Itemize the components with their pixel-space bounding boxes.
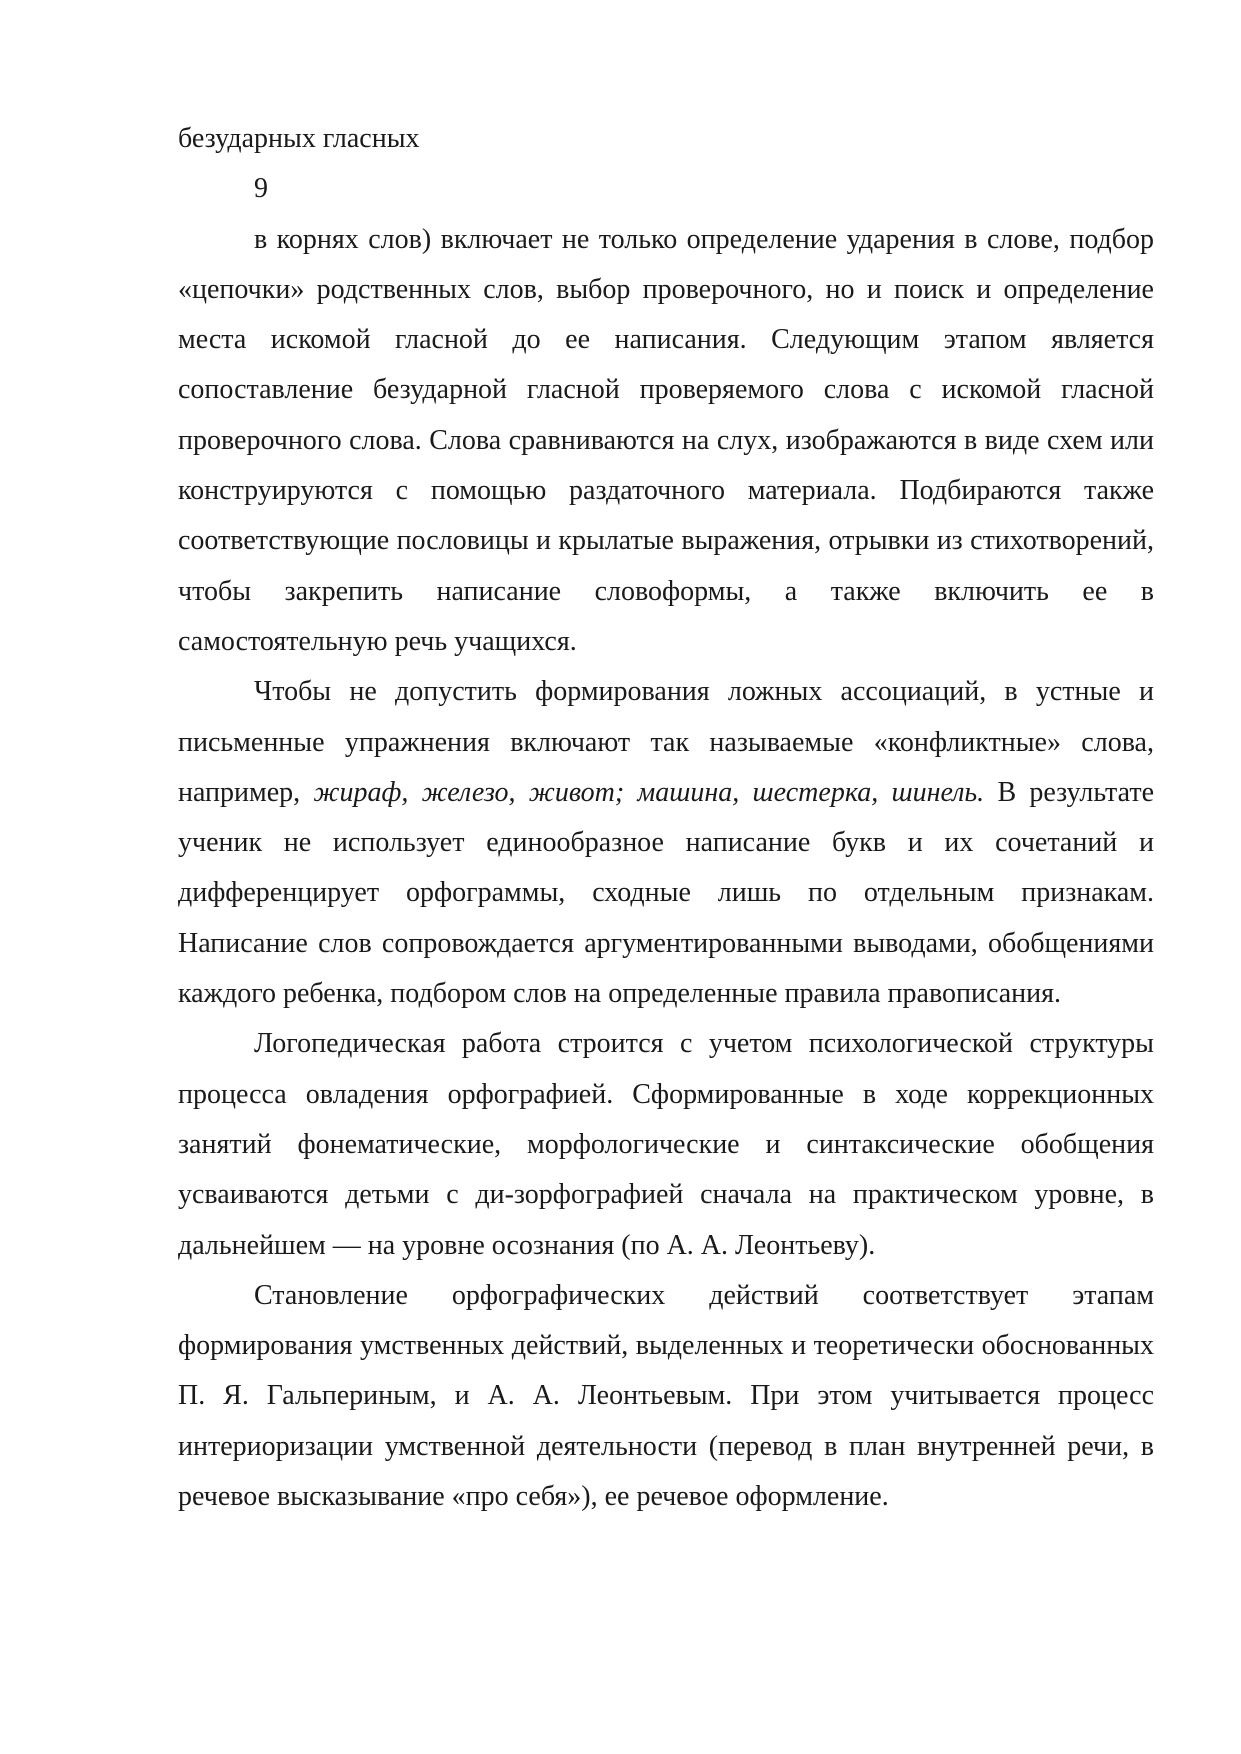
paragraph-text: В результате ученик не использует единообразное написание букв и их сочетаний и дифференцирует орфограммы, сходные лишь по отдельным признакам. Написание слов сопровождается аргументированными выводами, обобщениями каждого ребенка, подбором слов на определенные правила правописания. xyxy=(178,776,1154,1010)
page-number: 9 xyxy=(254,173,268,205)
paragraph-text: в корнях слов) включает не только определение ударения в слове, подбор «цепочки» родственных слов, выбор проверочного, но и поиск и определение места искомой гласной до ее написания. Следующим этапом является сопоставление безударной гласной проверяемого слова с искомой гласной проверочного слова. Слова сравниваются на слух, изображаются в виде схем или конструируются с помощью раздаточного материала. Подбираются также соответствующие пословицы и крылатые выражения, отрывки из стихотворений, чтобы закрепить написание словоформы, а также включить ее в самостоятельную речь учащихся. xyxy=(178,223,1154,657)
paragraph-text: Становление орфографических действий соответствует этапам формирования умственных действий, выделенных и теоретически обоснованных П. Я. Гальпериным, и А. А. Леонтьевым. При этом учитывается процесс интериоризации умственной деятельности (перевод в план внутренней речи, в речевое высказывание «про себя»), ее речевое оформление. xyxy=(178,1279,1154,1513)
paragraph xyxy=(178,1271,1154,1522)
example-words: жираф, железо, живот; машина, шестерка, шинель. xyxy=(313,776,985,808)
paragraph xyxy=(178,215,1154,668)
paragraph xyxy=(178,667,1154,1019)
paragraph-text: Чтобы не допустить формирования ложных ассоциаций, в устные и письменные упражнения включают так называемые «конфликтные» слова, например, xyxy=(178,676,1154,808)
paragraph-text: Логопедическая работа строится с учетом психологической структуры процесса овладения орфографией. Сформированные в ходе коррекционных занятий фонематические, морфологические и синтаксические обобщения усваиваются детьми с ди-зорфографией сначала на практическом уровне, в дальнейшем — на уровне осознания (по А. А. Леонтьеву). xyxy=(178,1028,1154,1261)
body-text xyxy=(178,114,1154,1522)
paragraph xyxy=(178,1019,1154,1270)
heading-fragment: безударных гласных xyxy=(178,123,420,154)
